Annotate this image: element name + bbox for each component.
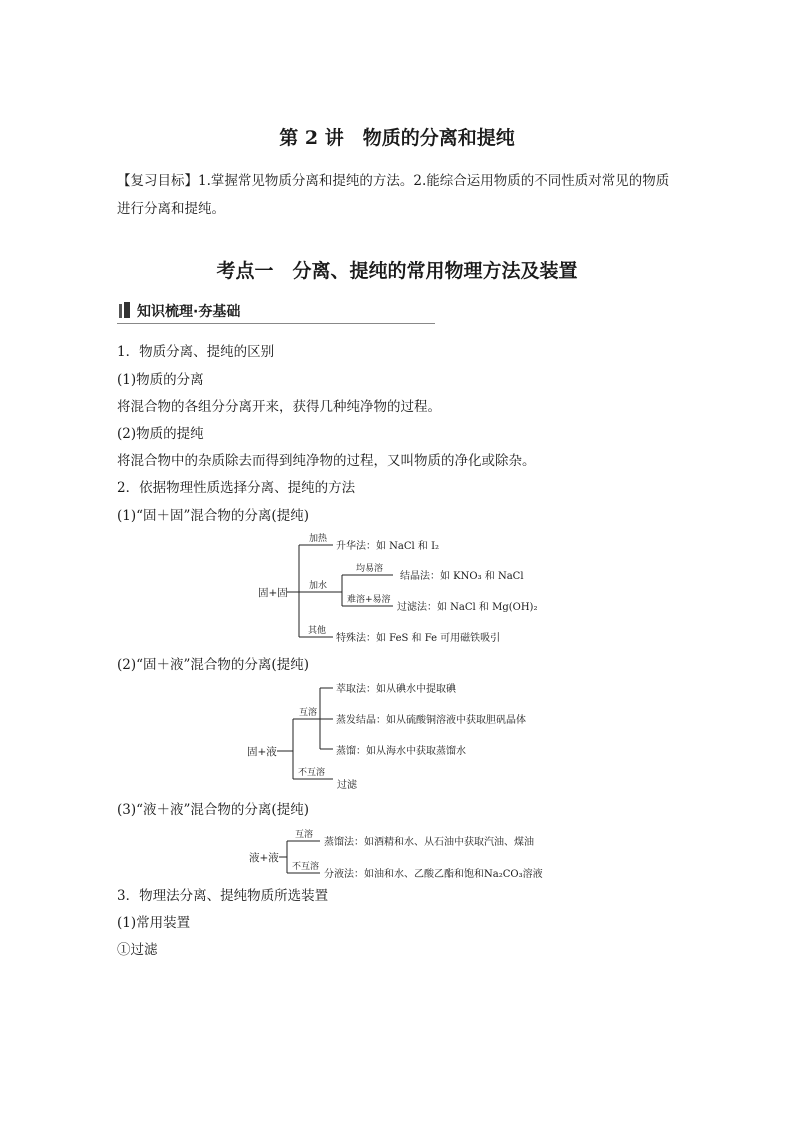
heading-2: 2．依据物理性质选择分离、提纯的方法 [117,480,356,496]
d1-root: 固+固 [258,587,288,599]
heading-3: 3．物理法分离、提纯物质所选装置 [117,888,329,904]
review-goals-text: 1.掌握常见物质分离和提纯的方法。2.能综合运用物质的不同性质对常见的物质 [198,173,670,189]
separation-definition: 将混合物的各组分分离开来，获得几种纯净物的过程。 [117,399,441,415]
d3-miscible: 互溶 [295,830,314,840]
review-goals-line2: 进行分离和提纯。 [117,201,225,217]
d1-crystal: 结晶法：如 KNO₃ 和 NaCl [400,571,524,582]
d2-root: 固+液 [247,746,277,758]
case-liquid-liquid: (3)“液＋液”混合物的分离(提纯) [117,802,309,818]
review-goals-tag: 【复习目标】 [117,173,198,189]
d2-filtration: 过滤 [337,780,357,791]
case-solid-solid: (1)“固＋固”混合物的分离(提纯) [117,508,309,524]
d2-extract: 萃取法：如从碘水中提取碘 [336,684,456,695]
d2-immiscible: 不互溶 [298,768,326,778]
d1-sublime: 升华法：如 NaCl 和 I₂ [336,541,440,552]
lecture-title: 第 2 讲 物质的分离和提纯 [279,127,515,149]
item-filtration: ①过滤 [117,942,158,958]
d1-water: 加水 [309,581,328,591]
d2-miscible: 互溶 [299,708,318,718]
d1-soluble: 均易溶 [356,564,384,574]
heading-1: 1．物质分离、提纯的区别 [117,344,275,360]
subheading-common-devices: (1)常用装置 [117,915,191,931]
case-solid-liquid: (2)“固＋液”混合物的分离(提纯) [117,657,309,673]
subheading-separation: (1)物质的分离 [117,372,204,388]
d3-distill: 蒸馏法：如酒精和水、从石油中获取汽油、煤油 [324,837,534,848]
d2-evaporate: 蒸发结晶：如从硫酸铜溶液中获取胆矾晶体 [336,715,526,726]
d3-separate: 分液法：如油和水、乙酸乙酯和饱和Na₂CO₃溶液 [324,869,543,880]
d3-root: 液+液 [249,852,279,864]
d1-other: 其他 [308,626,327,636]
d1-filter: 过滤法：如 NaCl 和 Mg(OH)₂ [397,602,538,613]
d3-immiscible: 不互溶 [292,862,320,872]
band-label: 知识梳理·夯基础 [137,304,241,320]
d1-special: 特殊法：如 FeS 和 Fe 可用磁铁吸引 [336,633,501,644]
subheading-purification: (2)物质的提纯 [117,426,204,442]
d2-distill: 蒸馏：如从海水中获取蒸馏水 [336,746,466,757]
purification-definition: 将混合物中的杂质除去而得到纯净物的过程，又叫物质的净化或除杂。 [117,453,536,469]
d1-insol: 难溶+易溶 [347,595,391,605]
section-title: 考点一 分离、提纯的常用物理方法及装置 [216,260,578,282]
d1-heat: 加热 [309,534,328,544]
